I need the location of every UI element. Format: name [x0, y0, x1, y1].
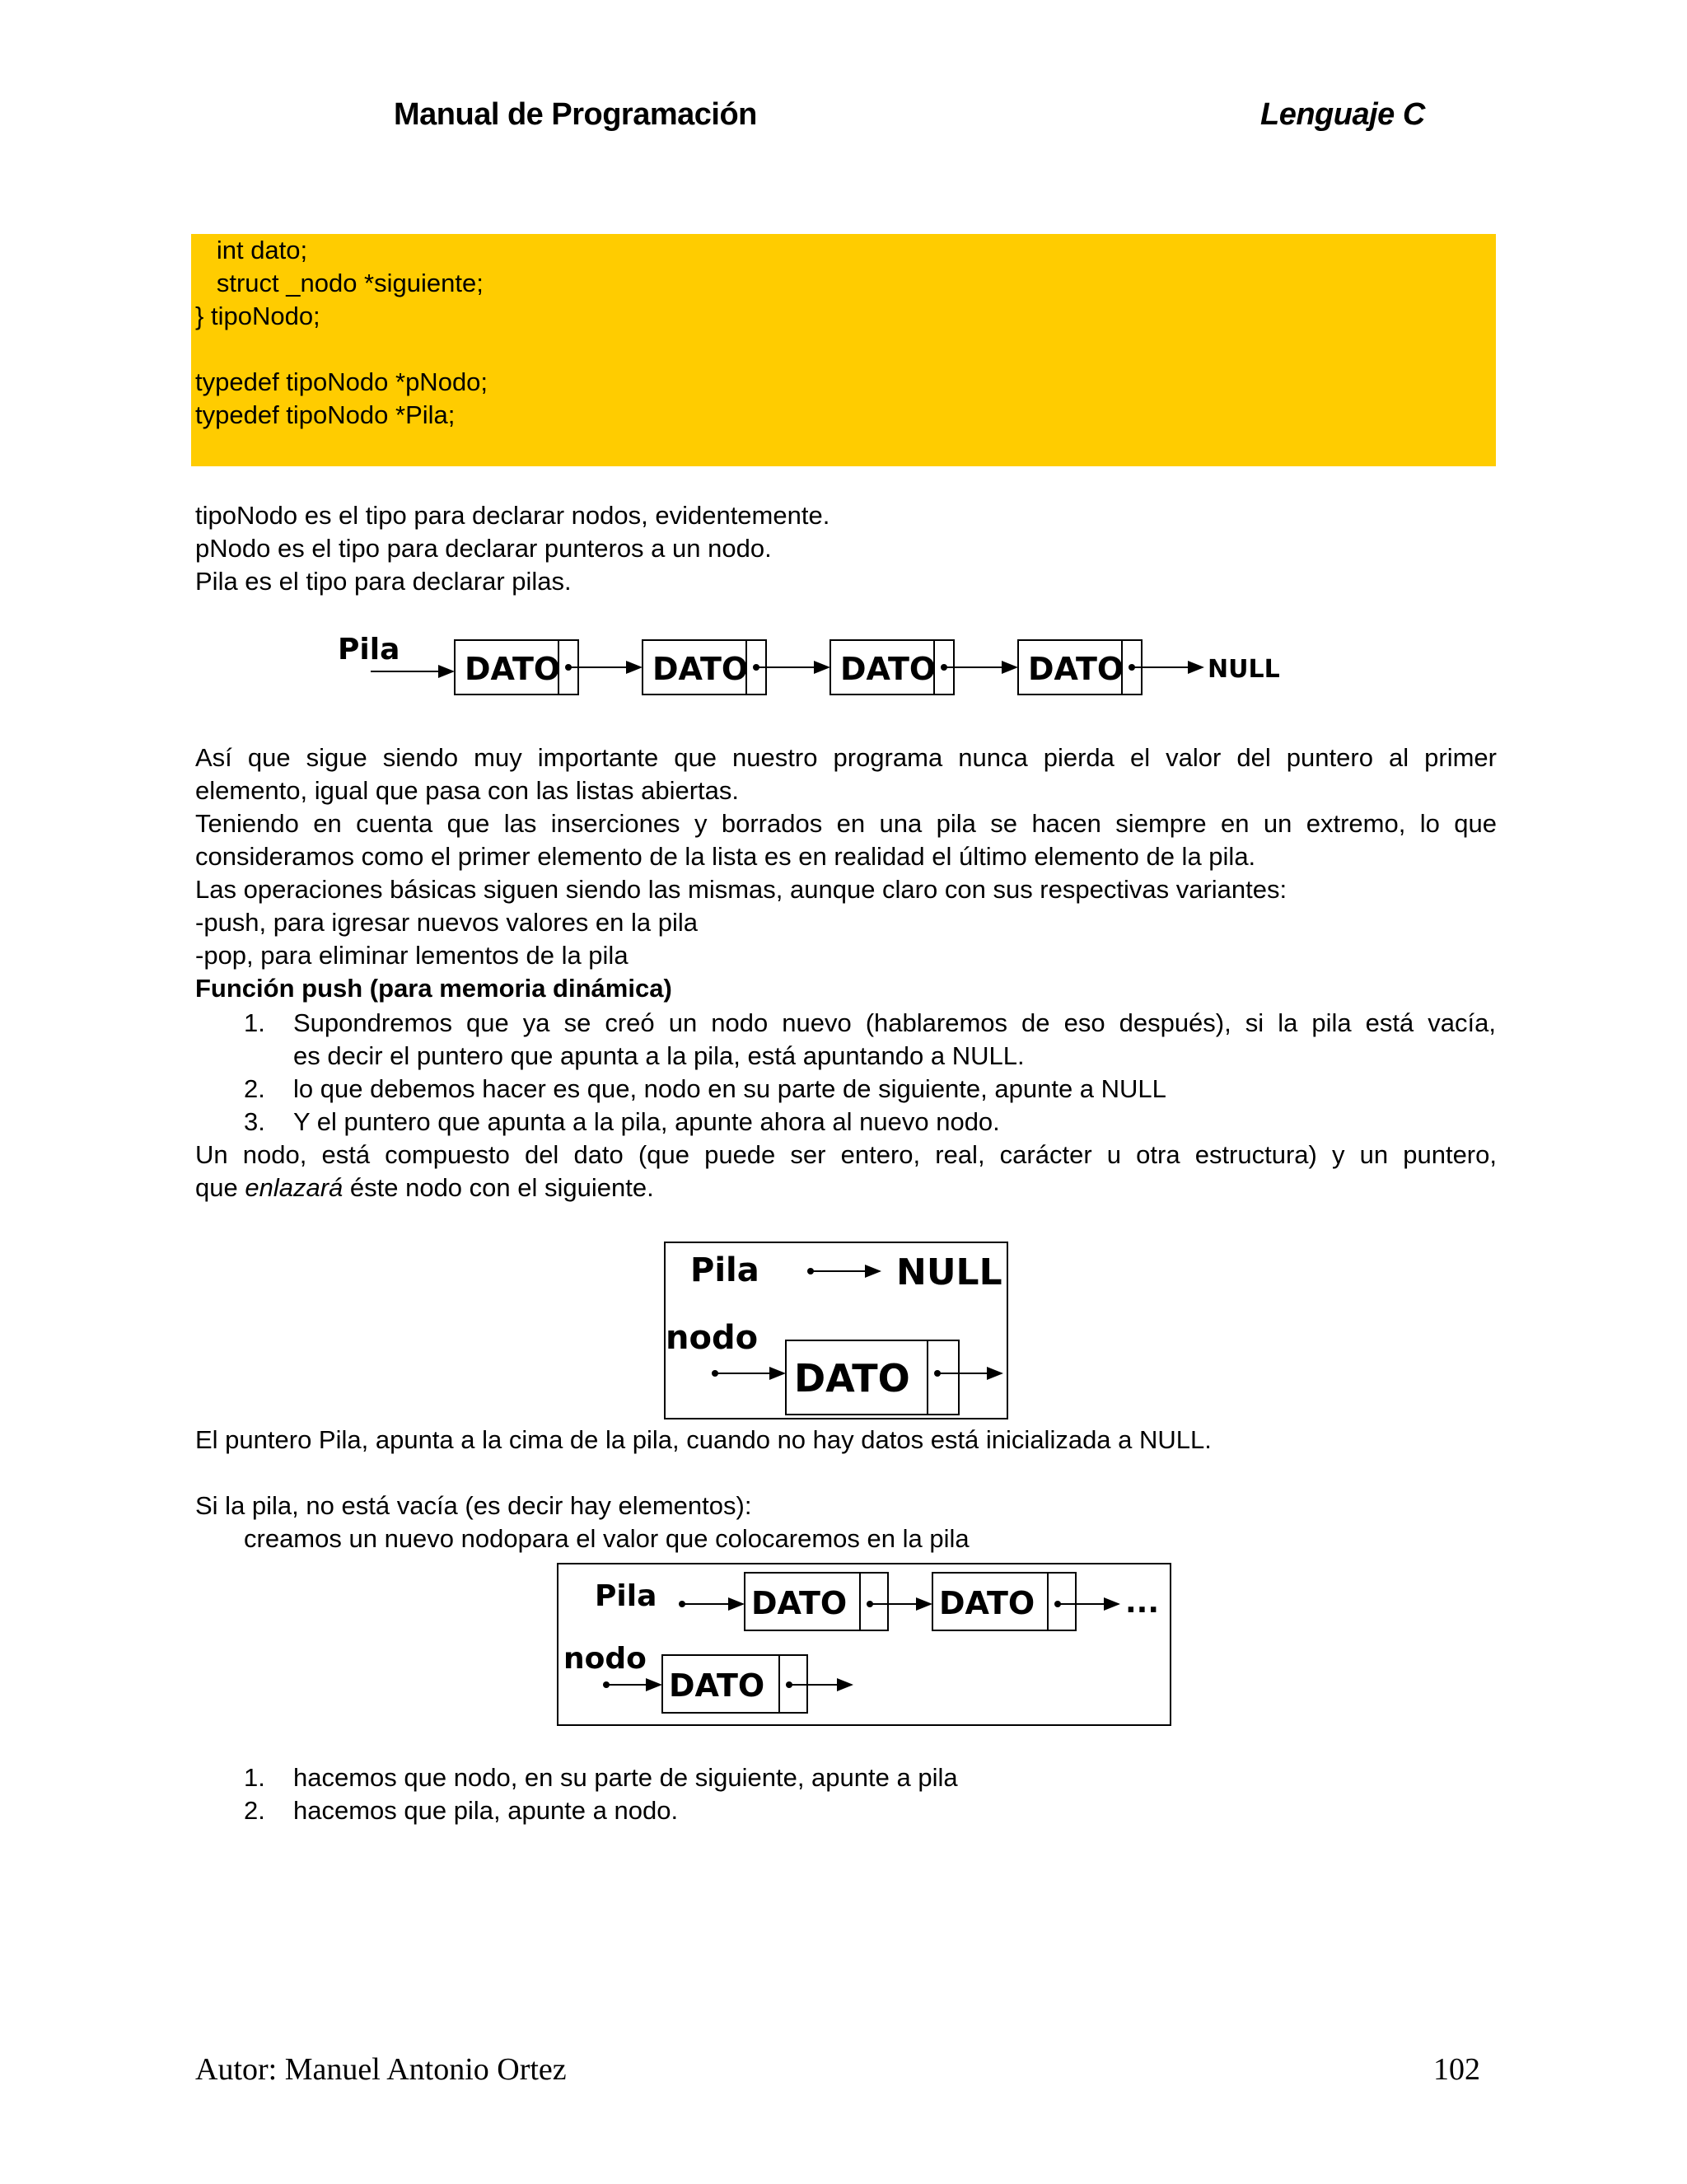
svg-text:DATO: DATO [465, 651, 561, 687]
step-text: Y el puntero que apunta a la pila, apunte ahora al nuevo nodo. [293, 1107, 1000, 1136]
text-run: éste nodo con el siguiente. [343, 1173, 654, 1202]
null-label: NULL [896, 1251, 1002, 1293]
paragraph: Un nodo, está compuesto del dato (que puede ser entero, real, carácter u otra estructura) y un puntero, [195, 1140, 1497, 1169]
step-number: 2. [244, 1796, 265, 1825]
code-line: int dato; [195, 236, 308, 264]
text-run: que [195, 1173, 245, 1202]
pila-label: Pila [595, 1579, 657, 1613]
intro-line: pNodo es el tipo para declarar punteros a un nodo. [195, 534, 772, 563]
node-box [745, 1573, 888, 1630]
node-box [455, 640, 578, 694]
svg-text:DATO: DATO [669, 1667, 765, 1704]
node-box [830, 640, 954, 694]
svg-text:DATO: DATO [751, 1585, 848, 1621]
svg-text:DATO: DATO [1028, 651, 1124, 687]
paragraph: Teniendo en cuenta que las inserciones y borrados en una pila se hacen siempre en un extremo, lo que [195, 809, 1497, 838]
svg-text:DATO: DATO [939, 1585, 1035, 1621]
intro-line: Pila es el tipo para declarar pilas. [195, 567, 572, 596]
step-text: Supondremos que ya se creó un nodo nuevo (hablaremos de eso después), si la pila está vacía, [293, 1008, 1496, 1037]
node-box [786, 1340, 959, 1415]
paragraph: creamos un nuevo nodopara el valor que colocaremos en la pila [244, 1524, 970, 1553]
ellipsis: ... [1125, 1586, 1160, 1620]
paragraph: -push, para igresar nuevos valores en la pila [195, 908, 699, 937]
footer-author: Autor: Manuel Antonio Ortez [195, 2052, 567, 2087]
paragraph: elemento, igual que pasa con las listas abiertas. [195, 776, 740, 805]
paragraph: Si la pila, no está vacía (es decir hay elementos): [195, 1491, 752, 1520]
node-box [662, 1655, 807, 1713]
code-line: typedef tipoNodo *pNodo; [195, 367, 488, 396]
header-title: Manual de Programación [394, 97, 757, 132]
paragraph: -pop, para eliminar lementos de la pila [195, 941, 629, 970]
nodo-label: nodo [563, 1642, 647, 1676]
svg-text:DATO: DATO [840, 651, 937, 687]
paragraph: consideramos como el primer elemento de la lista es en realidad el último elemento de la pila. [195, 842, 1256, 871]
paragraph: El puntero Pila, apunta a la cima de la pila, cuando no hay datos está inicializada a NULL. [195, 1425, 1212, 1454]
pila-label: Pila [690, 1251, 759, 1289]
step-text: lo que debemos hacer es que, nodo en su parte de siguiente, apunte a NULL [293, 1074, 1166, 1103]
step-number: 3. [244, 1107, 265, 1136]
step-number: 1. [244, 1008, 265, 1037]
code-line: struct _nodo *siguiente; [195, 269, 484, 297]
code-block [191, 234, 1496, 466]
paragraph: Las operaciones básicas siguen siendo las mismas, aunque claro con sus respectivas variantes: [195, 875, 1287, 904]
pila-label: Pila [338, 633, 400, 666]
intro-line: tipoNodo es el tipo para declarar nodos, evidentemente. [195, 501, 830, 530]
page-number: 102 [1433, 2052, 1480, 2087]
node-box [932, 1573, 1076, 1630]
empty-stack-diagram [664, 1242, 1010, 1421]
section-heading: Función push (para memoria dinámica) [195, 974, 672, 1003]
nodo-label: nodo [666, 1319, 759, 1357]
step-text: hacemos que pila, apunte a nodo. [293, 1796, 679, 1825]
step-text: es decir el puntero que apunta a la pila, está apuntando a NULL. [293, 1041, 1025, 1070]
node-box [643, 640, 766, 694]
step-number: 1. [244, 1763, 265, 1792]
svg-text:DATO: DATO [652, 651, 749, 687]
step-text: hacemos que nodo, en su parte de siguiente, apunte a pila [293, 1763, 958, 1792]
paragraph [195, 1172, 654, 1204]
node-box [1018, 640, 1142, 694]
header-subtitle: Lenguaje C [1260, 97, 1425, 132]
stack-diagram [329, 626, 1318, 709]
step-number: 2. [244, 1074, 265, 1103]
code-line: } tipoNodo; [195, 302, 320, 330]
paragraph: Así que sigue siendo muy importante que nuestro programa nunca pierda el valor del puntero al primer [195, 743, 1497, 772]
emphasis: enlazará [245, 1173, 343, 1202]
push-diagram [557, 1563, 1173, 1728]
null-label: NULL [1208, 655, 1280, 684]
code-line: typedef tipoNodo *Pila; [195, 400, 456, 429]
svg-text:DATO: DATO [794, 1356, 910, 1401]
